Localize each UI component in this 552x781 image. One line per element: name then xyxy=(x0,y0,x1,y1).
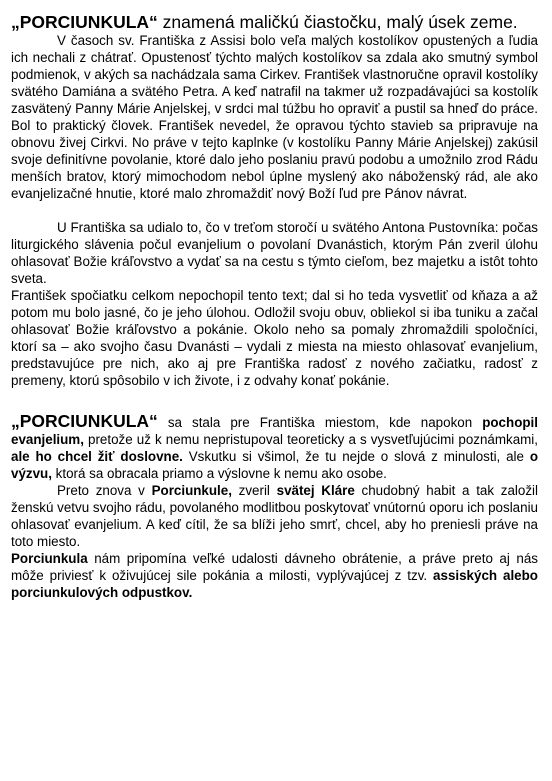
anthony-paragraph: U Františka sa udialo to, čo v treťom storočí u svätého Antona Pustovníka: počas liturgického slávenia počul evanjelium o povolaní Dvanástich, ktorým Pán zveril úlohu ohlasovať Božie kráľovstvo a vydať sa na cestu s týmto cieľom, bez majetku a istôt tohto sveta. xyxy=(11,220,538,286)
section-title: „PORCIUNKULA“ xyxy=(11,411,158,431)
intro-title: „PORCIUNKULA“ xyxy=(11,12,158,32)
francis-understanding-paragraph: František spočiatku celkom nepochopil tento text; dal si ho teda vysvetliť od kňaza a až potom mu bolo jasné, čo je jeho úlohou. Odložil svoju obuv, obliekol si iba tuniku a začal ohlasovať Božie kráľovstvo a pokánie. Okolo neho sa pomaly zhromaždili spoločníci, ktorí sa – ako svojho času Dvanásti – vydali z miesta na miesto ohlasovať evanjelium, predstavujúce pre nich, ako aj pre Františka radosť z nového začiatku, radosť z premeny, ktorú spôsobilo v ich živote, i z odvahy konať pokánie. xyxy=(11,288,538,388)
history-paragraph: V časoch sv. Františka z Assisi bolo veľa malých kostolíkov opustených a ľudia ich nechali z chátrať. Opustenosť týchto malých kostolíkov sa zdala ako smutný symbol podmienok, v akých sa nachádzala sama Cirkev. František vlastnoručne opravil kostolíky svätého Damiána a svätého Petra. A keď natrafil na takmer už rozpadávajúci sa kostolík zasvätený Panny Márie Anjelskej, v srdci mal túžbu ho opraviť a pustil sa hneď do práce. Bol to praktický človek. František nevedel, že opravou týchto stavieb sa pripravuje na obnovu živej Cirkvi. No práve v tejto kaplnke (v kostolíku Panny Márie Anjelskej) zakúsil svoje definitívne povolanie, ktoré dalo jeho poslaniu pravú podobu a umožnilo zrod Rádu menších bratov, ktorý mimochodom nebol úplne myslený ako náboženský rád, ale ako evanjelizačné hnutie, ktoré malo zhromaždiť nový Boží ľud pre Pánov návrat. xyxy=(11,33,538,201)
intro-paragraph xyxy=(11,12,538,32)
indulgence-paragraph: Porciunkula nám pripomína veľké udalosti dávneho obrátenie, a práve preto aj nás môže priviesť k oživujúcej sile pokánia a milosti, vyplývajúcej z tzv. assiských alebo porciunkulových odpustkov. xyxy=(11,551,538,600)
intro-text: znamená maličkú čiastočku, malý úsek zeme. xyxy=(157,12,518,32)
porciunkula-section-paragraph: „PORCIUNKULA“ sa stala pre Františka miestom, kde napokon pochopil evanjelium, pretože už k nemu nepristupoval teoreticky a s vysvetľujúcimi poznámkami, ale ho chcel žiť doslovne. Vskutku si všimol, že tu nejde o slová z minulosti, ale o výzvu, ktorá sa obracala priamo a výslovne k nemu ako osobe. xyxy=(11,411,539,481)
clare-paragraph: Preto znova v Porciunkule, zveril svätej Kláre chudobný habit a tak založil ženskú vetvu svojho rádu, povolaného modlitbou poskytovať vnútornú oporu ich poslaniu ohlasovať evanjelium. A keď cítil, že sa blíži jeho smrť, chcel, aby ho preniesli práve na toto miesto. xyxy=(11,483,538,549)
document-page xyxy=(11,12,538,601)
